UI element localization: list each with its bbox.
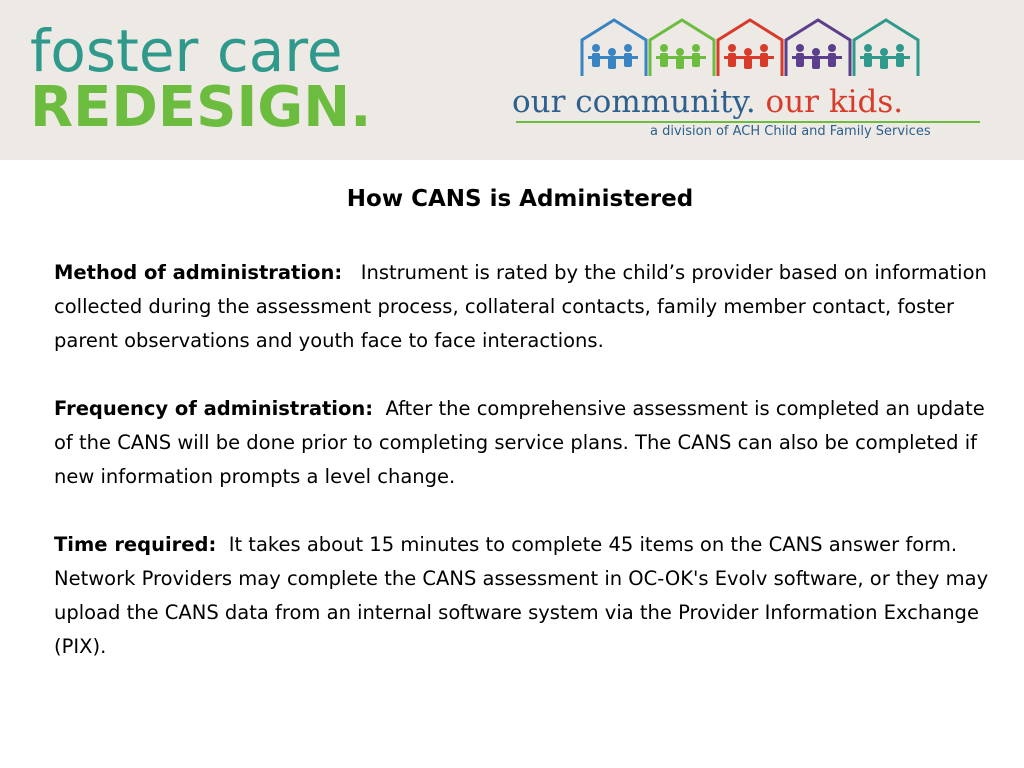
our-community-logo-text (512, 84, 903, 120)
section-frequency (54, 392, 994, 494)
logo-right-part-1: our community. (512, 84, 756, 120)
logo-right-part-2: our kids. (765, 84, 904, 120)
section-heading: Time required: (54, 533, 217, 556)
section-text: Instrument is rated by the child’s provider based on information collected during the assessment process, collateral contacts, family member contact, foster parent observations and youth face to face interactions. (54, 261, 987, 352)
logo-divider (516, 121, 980, 123)
section-text: After the comprehensive assessment is completed an update of the CANS will be done prior to completing service plans. The CANS can also be completed if new information prompts a level change. (54, 397, 985, 488)
houses-children-icon (578, 16, 938, 80)
slide-title: How CANS is Administered (346, 186, 694, 212)
section-text: It takes about 15 minutes to complete 45 items on the CANS answer form. Network Providers may complete the CANS assessment in OC-OK's Evolv software, or they may upload the CANS data from an internal software system via the Provider Information Exchange (PIX). (54, 533, 989, 658)
logo-line-1: foster care (30, 17, 343, 85)
header-banner (0, 0, 1024, 160)
foster-care-redesign-logo (30, 17, 372, 140)
logo-line-2: REDESIGN. (30, 75, 372, 140)
logo-tagline: a division of ACH Child and Family Services (650, 124, 931, 139)
section-time (54, 528, 994, 664)
section-heading: Frequency of administration: (54, 397, 374, 420)
section-heading: Method of administration: (54, 261, 343, 284)
section-method (54, 256, 994, 358)
